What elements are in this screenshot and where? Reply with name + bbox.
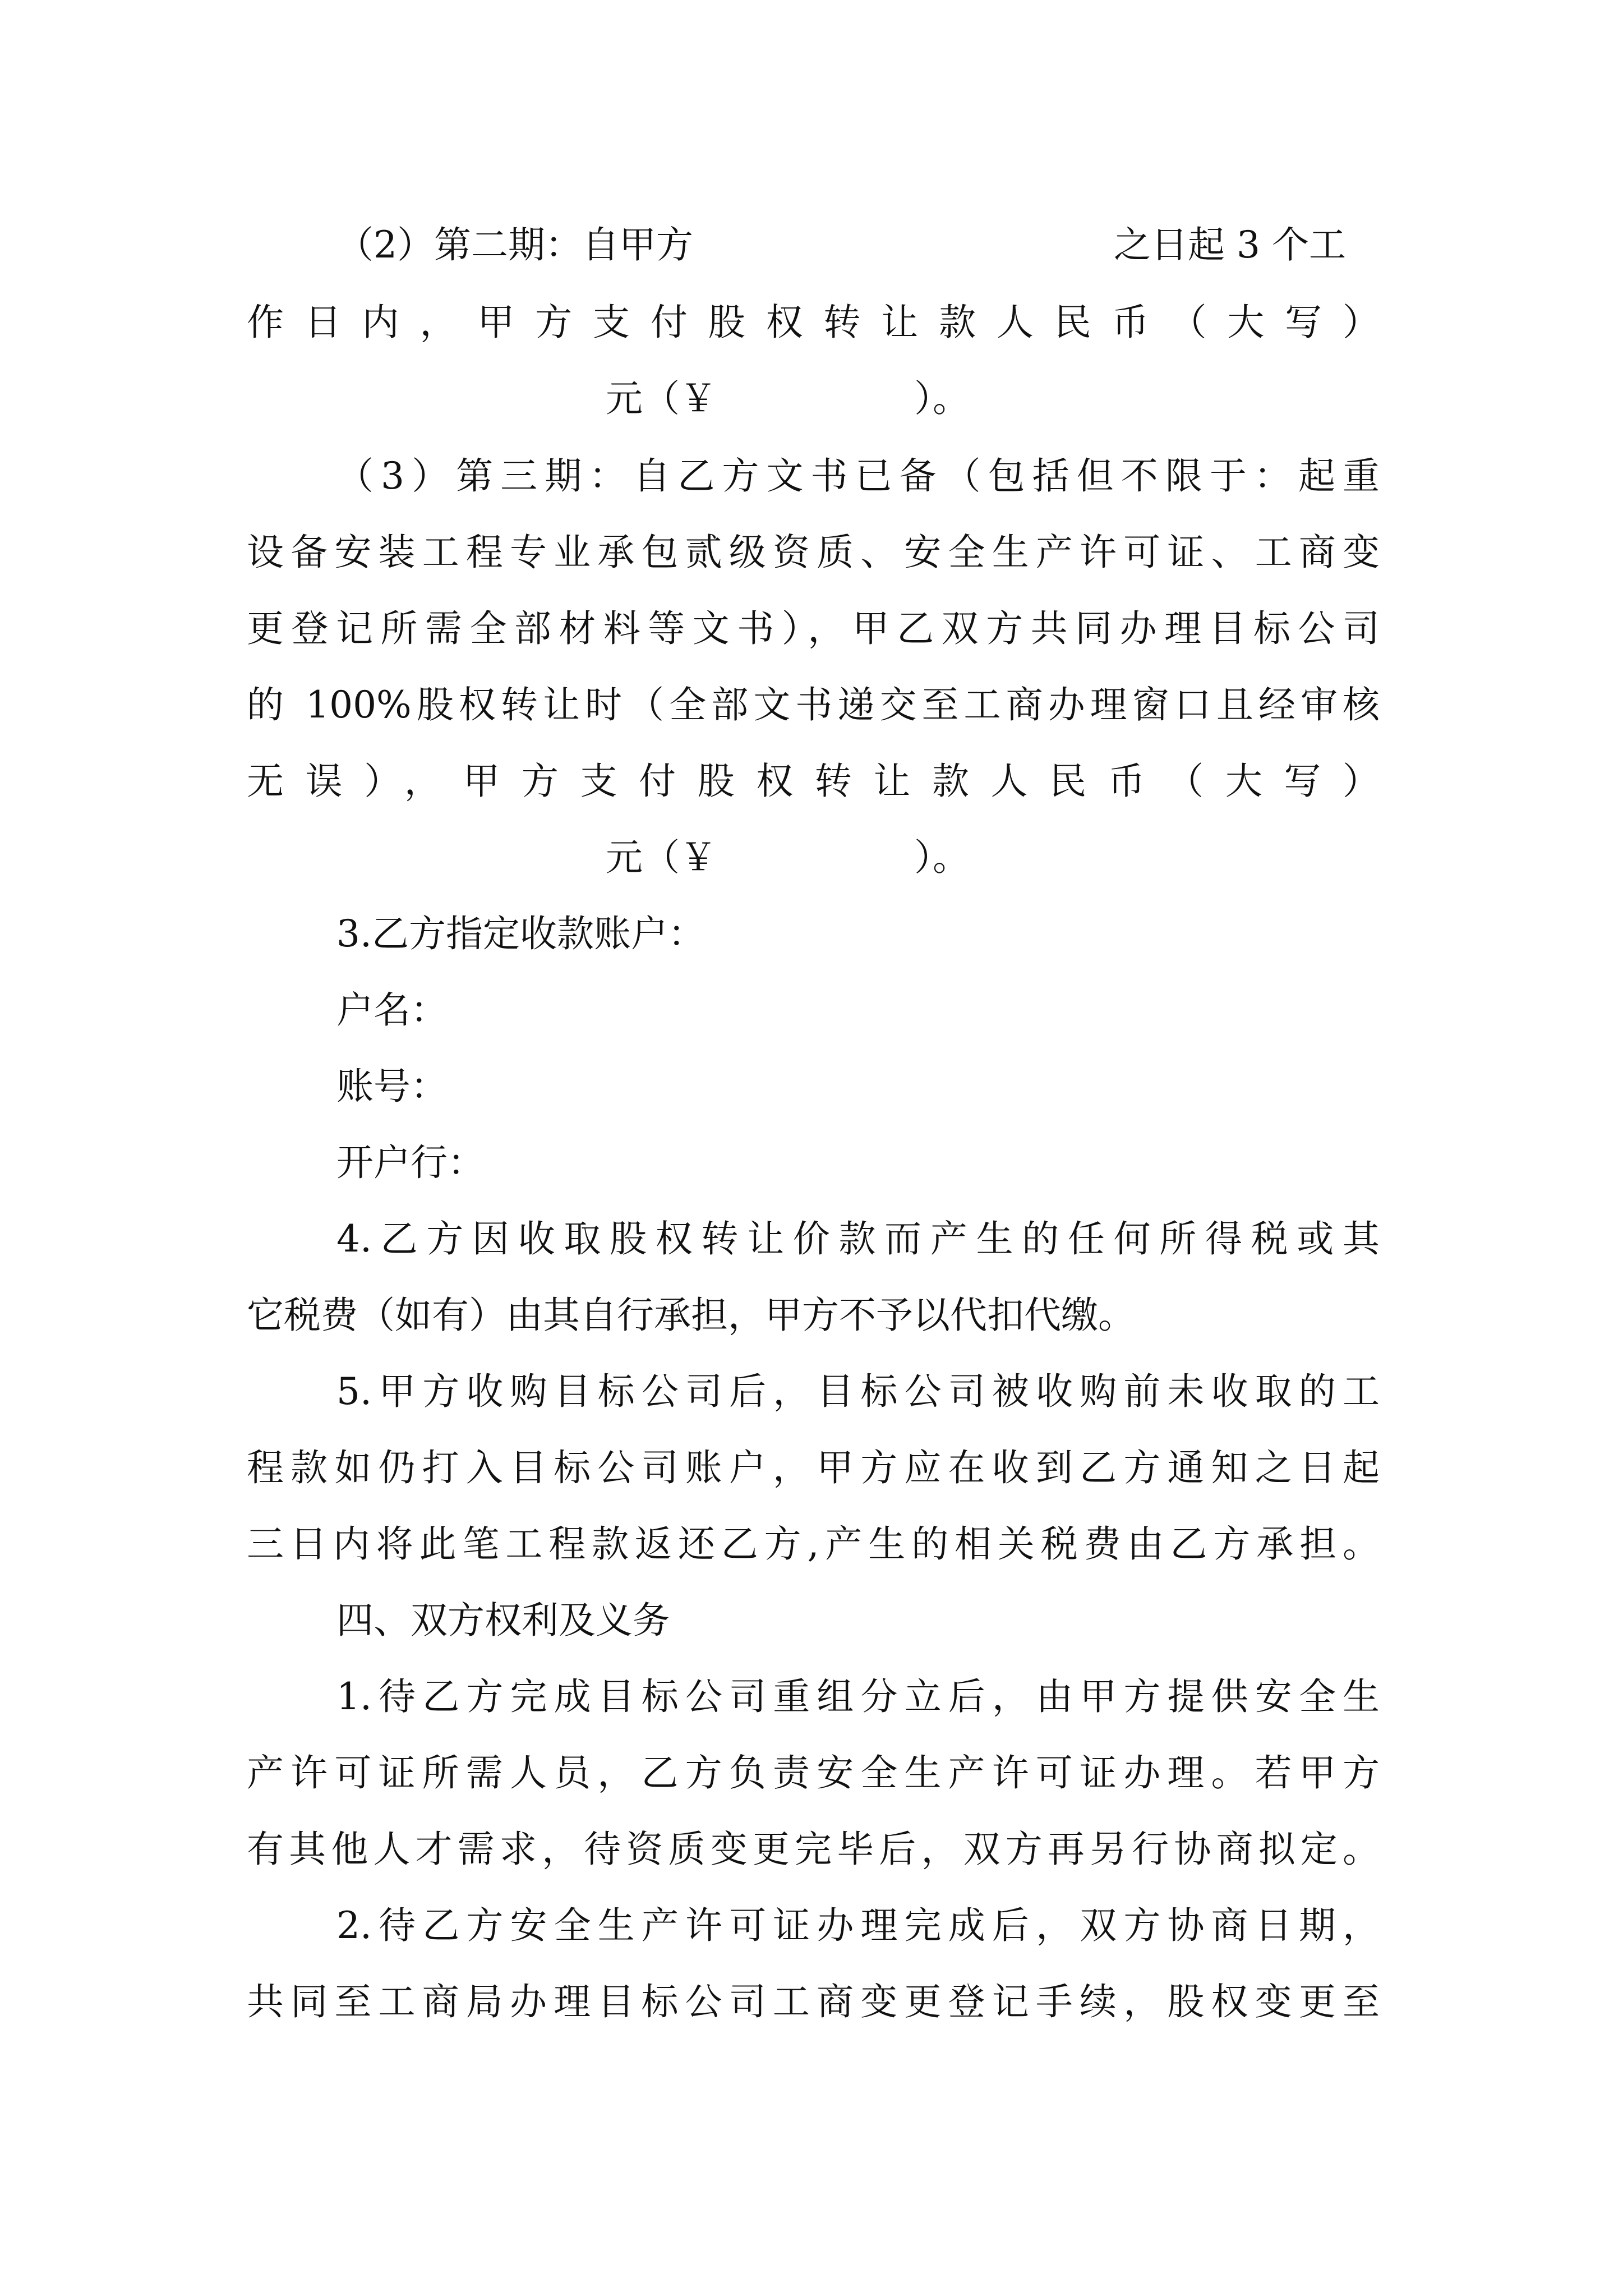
section-4-heading: 四、双方权利及义务 [336, 1599, 670, 1642]
clause-3-item-3-line-3: 更登记所需全部材料等文书），甲乙双方共同办理目标公司 [247, 607, 1380, 650]
clause-3-item-2-text-b: 之日起 3 个工 [1114, 223, 1346, 266]
account-number-label: 账号： [336, 1065, 448, 1108]
clause-3-item-3-line-1: （3）第三期：自乙方文书已备（包括但不限于：起重 [336, 454, 1380, 498]
section-4-item-1-line-1: 1.待乙方完成目标公司重组分立后，由甲方提供安全生 [336, 1675, 1380, 1718]
amount-currency-open: 元（￥ [606, 377, 717, 420]
section-4-item-2-line-2: 共同至工商局办理目标公司工商变更登记手续，股权变更至 [247, 1980, 1380, 2023]
clause-3-item-2-line-1 [336, 220, 1380, 270]
clause-3-item-3-line-6 [247, 832, 1380, 883]
section-4-item-1-line-2: 产许可证所需人员，乙方负责安全生产许可证办理。若甲方 [247, 1751, 1380, 1795]
clause-4-line-2: 它税费（如有）由其自行承担，甲方不予以代扣代缴。 [247, 1294, 1135, 1337]
clause-5-line-2: 程款如仍打入目标公司账户，甲方应在收到乙方通知之日起 [247, 1446, 1380, 1489]
clause-3-item-3-line-2: 设备安装工程专业承包贰级资质、安全生产许可证、工商变 [247, 531, 1380, 574]
clause-3-item-2-line-3 [247, 374, 1380, 424]
account-name-label: 户名： [336, 988, 448, 1032]
amount-currency-close: ）。 [914, 836, 970, 879]
section-4-item-2-line-1: 2.待乙方安全生产许可证办理完成后，双方协商日期， [336, 1904, 1380, 1947]
account-heading: 3.乙方指定收款账户： [336, 912, 705, 955]
amount-currency-open: 元（￥ [606, 836, 717, 879]
clause-5-line-1: 5.甲方收购目标公司后，目标公司被收购前未收取的工 [336, 1370, 1380, 1413]
account-bank-label: 开户行： [336, 1141, 485, 1184]
clause-3-item-3-line-5: 无误），甲方支付股权转让款人民币（大写） [247, 760, 1380, 803]
clause-3-item-2-text-a: （2）第二期：自甲方 [336, 223, 693, 266]
clause-4-line-1: 4.乙方因收取股权转让价款而产生的任何所得税或其 [336, 1217, 1380, 1260]
clause-3-item-3-line-4: 的 100%股权转让时（全部文书递交至工商办理窗口且经审核 [247, 683, 1380, 726]
clause-3-item-2-line-2: 作日内，甲方支付股权转让款人民币（大写） [247, 301, 1380, 344]
amount-currency-close: ）。 [914, 377, 970, 420]
clause-5-line-3: 三日内将此笔工程款返还乙方,产生的相关税费由乙方承担。 [247, 1522, 1380, 1566]
section-4-item-1-line-3: 有其他人才需求，待资质变更完毕后，双方再另行协商拟定。 [247, 1828, 1380, 1871]
